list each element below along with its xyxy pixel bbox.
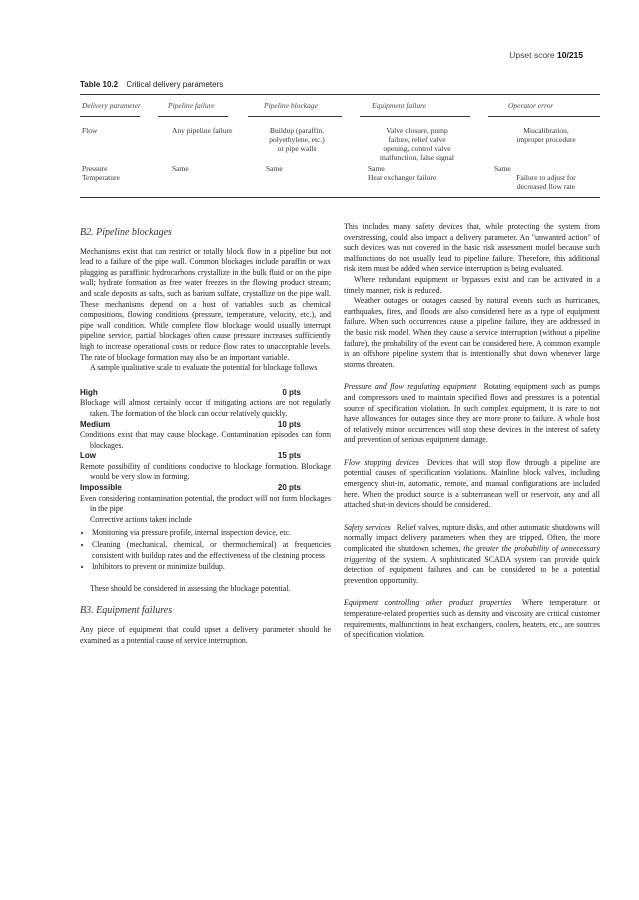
cell-line: malfunction, false signal [380, 153, 454, 162]
table-header-cell: Operator error [508, 101, 554, 110]
list-item: • Inhibitors to prevent or minimize buildup. [92, 562, 331, 573]
run-in-heading: Equipment controlling other product properties [344, 598, 512, 608]
scale-level: Medium [80, 419, 111, 429]
table-cell: Heat exchanger failure [368, 173, 437, 182]
emphasis-text: the greater the probability of unnecessary triggering [344, 544, 600, 564]
page-number: 10/215 [557, 50, 583, 60]
running-head [509, 50, 583, 60]
cell-line: Failure to adjust for [516, 173, 576, 182]
paragraph: This includes many safety devices that, while protecting the system from overstressing, could also impact a delivery parameter. An "unwanted action" of such devices was not covered in the basic risk assessment model because such malfunctions do not usually lead to pipeline failure. Therefore, this additional risk item must be added when service interruption is being evaluated. [344, 222, 600, 274]
paragraph: Any piece of equipment that could upset a delivery parameter should be examined as a potential cause of service interruption. [80, 625, 331, 645]
paragraph: These should be considered in assessing the blockage potential. [90, 583, 291, 593]
table-cell: Same [494, 164, 511, 173]
run-in-heading: Flow stopping devices [344, 457, 419, 467]
paragraph: Mechanisms exist that can restrict or totally block flow in a pipeline but not lead to a failure of the pipe wall. Common blockages include paraffin or wax plugging as paraffinic hydrocarbons crystallize in the bulk fluid or on the pipe wall; hydrate formation as free water freezes in the flowing product stream; and scale deposits as salts, such as barium sulfate, crystallize on the pipe wall. These mechanisms depend on a host of variables such as chemical compositions, flowing conditions (pressure, temperature, velocity, etc.), and pipe wall condition. While complete flow blockage would usually interrupt pipeline service, partial blockages often cause pressure increases sufficiently high to increase operational costs or reduce flow rates to unacceptable levels. The rate of blockage formation may also be an important variable. [80, 246, 331, 362]
paragraph-text: Rotating equipment such as pumps and compressors used to maintain specified flows and pressures is a potential source of specification violation. In such complex equipment, it is rare to not have allowances for outages since they are more prone to failure. A whole host of relatively minor occurrences will stop these devices in the interest of safety and prevention of serious equipment damage. [344, 382, 600, 445]
scale-level: Impossible [80, 483, 122, 493]
table-label: Table 10.2 [80, 80, 119, 89]
scale-points: 15 pts [277, 451, 301, 461]
paragraph: Weather outages or outages caused by natural events such as hurricanes, earthquakes, fires, and floods are also considered here as a type of equipment failure. When such occurrences cause a pipeline failure, they are addressed in the basic risk model. When they cause a service interruption (without a pipeline failure), the probability of the event can be considered here. A common example is an offshore pipeline system that is intentionally shut down whenever large storms threaten. [344, 296, 600, 369]
paragraph [344, 598, 600, 640]
cell-line: improper procedure [516, 135, 576, 144]
scale-points: 0 pts [282, 387, 301, 397]
cell-line: or pipe walls [277, 144, 317, 153]
section-heading-b2: B2. Pipeline blockages [80, 227, 172, 238]
table-header-underline [360, 116, 470, 117]
paragraph-text: Where temperature or temperature-related properties such as density and viscosity are critical customer requirements, malfunctions in heat exchangers, coolers, heaters, etc., are sources of specification violation. [344, 598, 600, 640]
running-title: Upset score [509, 50, 555, 60]
bullet-list [80, 528, 331, 572]
cell-line: decreased flow rate [516, 182, 576, 191]
cell-line: Buildup (paraffin, [269, 126, 325, 135]
scale-points: 20 pts [277, 483, 301, 493]
paragraph: Corrective actions taken include [90, 514, 192, 524]
table-cell [494, 173, 598, 191]
table-header-underline [488, 116, 600, 117]
table-cell: Pressure [82, 164, 108, 173]
table-cell: Any pipeline failure [172, 126, 233, 135]
table-cell: Flow [82, 126, 98, 135]
section-heading-b3: B3. Equipment failures [80, 605, 173, 617]
scale-entry [80, 483, 331, 515]
table-header-cell: Pipeline blockage [264, 101, 318, 110]
table-title: Critical delivery parameters [126, 80, 224, 89]
cell-line: failure, relief valve [388, 135, 446, 144]
table-header-underline [158, 116, 228, 117]
table-caption [80, 80, 223, 89]
cell-line: Valve closure, pump [386, 126, 448, 135]
paragraph [344, 458, 600, 511]
table-header-underline [248, 116, 342, 117]
scale-description: Remote possibility of conditions conducive to blockage formation. Blockage would be very slow in forming. [80, 461, 331, 482]
paragraph: Where redundant equipment or bypasses exist and can be activated in a timely manner, risk is reduced. [344, 274, 600, 295]
scale-entry [80, 388, 331, 420]
left-column [80, 222, 331, 646]
paragraph: A sample qualitative scale to evaluate the potential for blockage follows [90, 363, 318, 373]
list-item: • Cleaning (mechanical, chemical, or thermochemical) at frequencies consistent with buildup rates and the effectiveness of the cleaning process [92, 540, 331, 561]
list-item: • Monitoring via pressure profile, internal inspection device, etc. [92, 528, 331, 539]
table-cell: Temperature [82, 173, 120, 182]
table-header-cell: Pipeline failure [168, 101, 215, 110]
scale-description: Conditions exist that may cause blockage. Contamination episodes can form blockages. [80, 430, 331, 450]
scale-entry [80, 420, 331, 452]
table-bottom-rule [80, 197, 600, 198]
paragraph-text: Devices that will stop flow through a pipeline are potential causes of specification violations. Mainline block valves, including emergency shut-in, automatic, remote, and manual configurations are included here. When the product source is a subterranean well or reservoir, any and all attached shut-in devices should be considered. [344, 457, 600, 510]
table-cell [494, 126, 598, 144]
table-cell: Same [172, 164, 189, 173]
paragraph [344, 382, 600, 446]
run-in-heading: Safety services [344, 522, 391, 532]
cell-line: opening, control valve [383, 144, 451, 153]
right-column [344, 222, 600, 641]
scale-description: Blockage will almost certainly occur if mitigating actions are not regularly taken. The formation of the block can occur relatively quickly. [80, 398, 331, 418]
table-cell: Same [368, 164, 385, 173]
table-top-rule [80, 94, 600, 95]
table-cell: Same [266, 164, 283, 173]
cell-line: polyethylene, etc.) [269, 135, 325, 144]
scale-description: Even considering contamination potential, the product will not form blockages in the pipe [80, 493, 331, 514]
cell-line: Miscalibration, [523, 126, 569, 135]
table-header-cell: Delivery parameter [82, 101, 141, 110]
paragraph-text: of the system. A sophisticated SCADA system can provide quick detection of equipment failures and can be considered to be a potential prevention opportunity. [344, 554, 600, 585]
scale-entry [80, 451, 331, 483]
table-header-underline [80, 116, 140, 117]
table-cell [252, 126, 342, 153]
table-header-cell: Equipment failure [372, 101, 427, 110]
paragraph-text: Relief valves, rupture disks, and other automatic shutdowns will normally impact delivery parameters when they are tripped. Often, the more complicated the shutdown schemes, [344, 522, 600, 554]
table-cell [362, 126, 472, 162]
paragraph [344, 523, 600, 587]
scale-level: Low [80, 451, 96, 461]
scale-points: 10 pts [277, 419, 301, 429]
scale-level: High [80, 387, 98, 397]
run-in-heading: Pressure and flow regulating equipment [344, 382, 477, 392]
